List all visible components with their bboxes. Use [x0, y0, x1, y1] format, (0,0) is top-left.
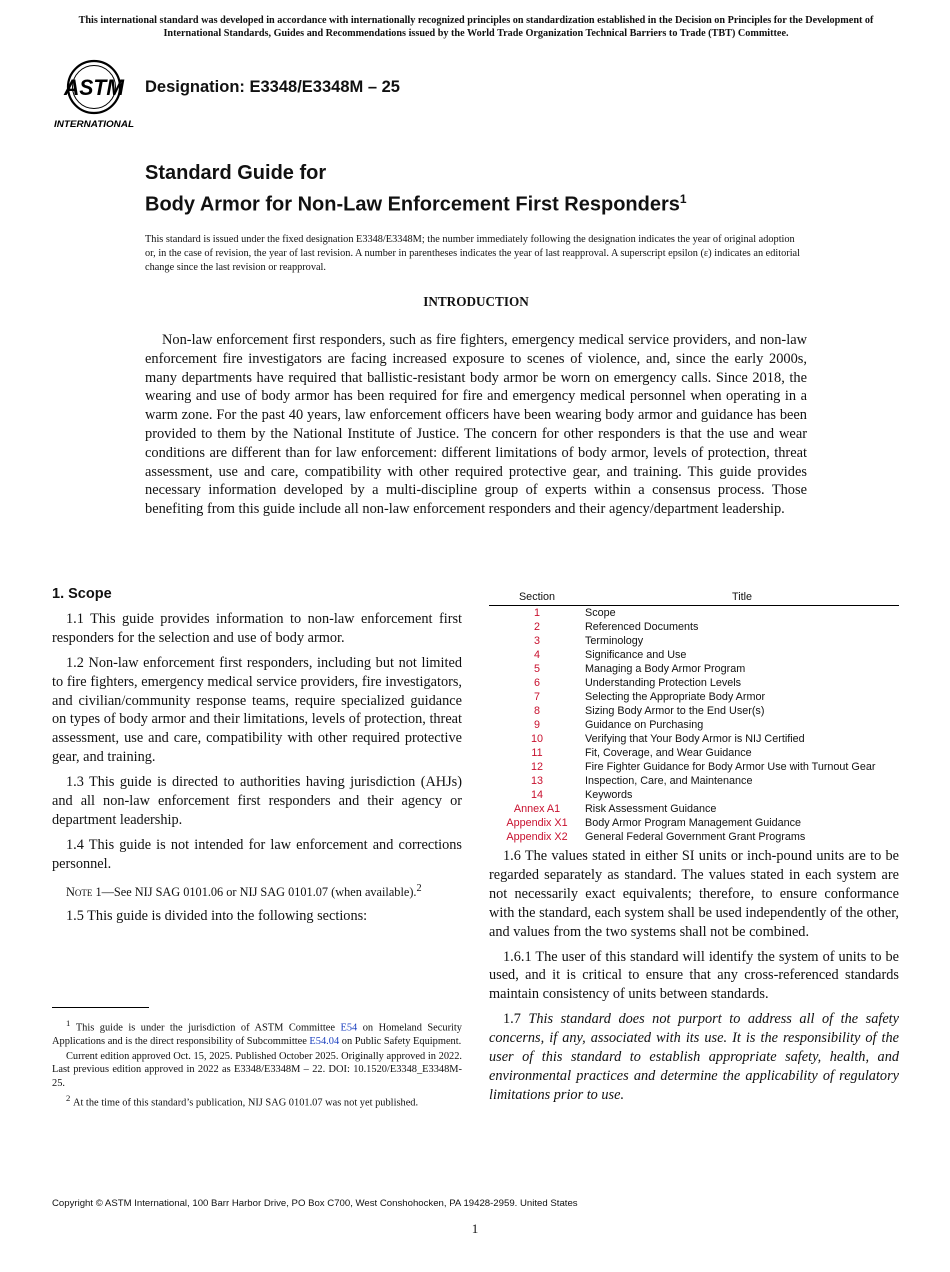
title-line-2-text: Body Armor for Non-Law Enforcement First Responders: [145, 193, 680, 216]
section-title: Fit, Coverage, and Wear Guidance: [585, 747, 752, 759]
paragraph-1-5: 1.5 This guide is divided into the following sections:: [66, 907, 368, 924]
footnote-1-text-b: on Homeland Security Applications and is the direct responsibility of Subcommittee: [52, 1022, 463, 1047]
paragraph-1-1: 1.1 This guide provides information to non-law enforcement first responders for the selection and use of body armor.: [52, 610, 462, 646]
paragraph-1-6: 1.6 The values stated in either SI units or inch-pound units are to be regarded separately as standard. The values stated in each system are not necessarily exact equivalents; therefore, to ensure conformance with the standard, each system shall be used independently of the other, and values from the two systems shall not be combined.: [489, 848, 899, 940]
paragraph-1-7-number: 1.7: [503, 1011, 521, 1028]
section-title: General Federal Government Grant Programs: [585, 831, 806, 843]
paragraph-1-4: 1.4 This guide is not intended for law enforcement and corrections personnel.: [52, 836, 462, 872]
footnote-1-mark: 1: [66, 1018, 71, 1028]
section-row: [489, 816, 899, 830]
section-link[interactable]: 8: [533, 705, 540, 717]
section-link[interactable]: 2: [533, 621, 540, 633]
designation: Designation: E3348/E3348M – 25: [145, 78, 400, 96]
section-link[interactable]: Annex A1: [513, 803, 561, 815]
title-line-2: [145, 186, 687, 218]
section-row: [489, 676, 899, 690]
section-row: [489, 830, 899, 844]
paragraph-1-2: 1.2 Non-law enforcement first responders, including but not limited to fire fighters, emergency medical service providers, fire investigators, and civilian/community response teams, require specialized guidance on types of body armor and their limitations, levels of protection, threat assessment, use and care, compatibility with other required protective gear, and training.: [52, 654, 462, 766]
section-title: Risk Assessment Guidance: [585, 803, 717, 815]
introduction-heading: INTRODUCTION: [423, 294, 529, 309]
section-link[interactable]: 13: [530, 775, 543, 787]
introduction-body: Non-law enforcement first responders, such as fire fighters, emergency medical service providers, and non-law enforcement fire investigators are facing increased exposure to scenes of violence, and, since the early 2000s, many departments have required that ballistic-resistant body armor be worn on emergency calls. Since 2018, the wearing and use of body armor has been required for fire and emergency medical personnel when operating in a warm zone. For the past 40 years, law enforcement officers have been wearing body armor and guidance has been provided to them by the National Institute of Justice. The concern for other responders is that the use and wear conditions are different than for law enforcement: different limitations of body armor, levels of protection, threat assessment, use and care, compatibility with other required protective gear, and training. This guide provides necessary information developed by a multi-discipline group of experts within a consensus process. Those benefiting from this guide include all non-law enforcement responders and their agency/department leadership.: [145, 332, 807, 518]
note-1-label: Note 1: [66, 884, 102, 899]
astm-logo: [52, 58, 136, 132]
issuance-note: This standard is issued under the fixed designation E3348/E3348M; the number immediately following the designation indicates the year of original adoption or, in the case of revision, the year of last revision. A number in parentheses indicates the year of last reapproval. A superscript epsilon (ε) indicates an editorial change since the last revision or reapproval.: [145, 234, 800, 274]
section-row: [489, 760, 899, 774]
section-link[interactable]: 10: [530, 733, 543, 745]
section-link[interactable]: 5: [533, 663, 540, 675]
section-title: Inspection, Care, and Maintenance: [585, 775, 753, 787]
section-title: Guidance on Purchasing: [585, 719, 704, 731]
left-column: [52, 585, 462, 932]
section-link[interactable]: 1: [533, 607, 540, 619]
section-row: [489, 802, 899, 816]
footnote-divider: [52, 1007, 149, 1008]
title-footnote-ref: 1: [679, 192, 687, 206]
section-title: Understanding Protection Levels: [585, 677, 742, 689]
title-line-1: Standard Guide for: [145, 162, 327, 184]
section-row: [489, 606, 899, 621]
footnote-2: [52, 1092, 462, 1110]
section-row: [489, 648, 899, 662]
footnote-1: [52, 1017, 462, 1048]
logo-top-text: ASTM: [63, 75, 125, 100]
section-title: Referenced Documents: [585, 621, 699, 633]
committee-e54-link[interactable]: E54: [340, 1022, 358, 1034]
section-row: [489, 634, 899, 648]
section-title: Managing a Body Armor Program: [585, 663, 746, 675]
note-1-text: —See NIJ SAG 0101.06 or NIJ SAG 0101.07 (when available).: [101, 884, 417, 899]
scope-heading: 1. Scope: [52, 586, 112, 602]
section-link[interactable]: 9: [533, 719, 540, 731]
section-row: [489, 774, 899, 788]
section-row: [489, 746, 899, 760]
page-number: 1: [471, 1221, 479, 1236]
section-link[interactable]: 6: [533, 677, 540, 689]
copyright-line: Copyright © ASTM International, 100 Barr Harbor Drive, PO Box C700, West Conshohocken, PA 19428-2959. United States: [52, 1198, 578, 1209]
section-row: [489, 690, 899, 704]
paragraph-1-7: [489, 1010, 899, 1105]
logo-bottom-text: INTERNATIONAL: [54, 119, 135, 130]
section-link[interactable]: 12: [530, 761, 543, 773]
footnote-2-mark: 2: [66, 1092, 71, 1103]
astm-logo-icon: [52, 58, 136, 132]
sections-table-header: [489, 591, 899, 606]
sections-table: [489, 591, 899, 844]
section-row: [489, 718, 899, 732]
section-title: Sizing Body Armor to the End User(s): [585, 705, 765, 717]
section-row: [489, 662, 899, 676]
section-title: Fire Fighter Guidance for Body Armor Use with Turnout Gear: [585, 761, 876, 773]
paragraph-1-6-1: 1.6.1 The user of this standard will identify the system of units to be used, and it is critical to ensure that any cross-referenced standards maintain consistency of units between standards.: [489, 948, 899, 1003]
sections-table-body: [489, 606, 899, 845]
section-row: [489, 788, 899, 802]
section-link[interactable]: 11: [531, 747, 543, 759]
footnotes: [52, 1017, 462, 1112]
column-header-title: Title: [585, 591, 899, 606]
right-column: [489, 847, 899, 1111]
note-1: [52, 880, 462, 902]
section-link[interactable]: 7: [533, 691, 540, 703]
section-title: Body Armor Program Management Guidance: [585, 817, 802, 829]
subcommittee-e54-04-link[interactable]: E54.04: [309, 1035, 340, 1047]
section-title: Scope: [585, 607, 616, 619]
section-link[interactable]: Appendix X2: [506, 831, 568, 843]
section-title: Terminology: [585, 635, 644, 647]
section-link[interactable]: 4: [533, 649, 540, 661]
column-header-section: Section: [489, 591, 585, 606]
section-title: Significance and Use: [585, 649, 687, 661]
section-row: [489, 732, 899, 746]
edition-note: Current edition approved Oct. 15, 2025. Published October 2025. Originally approved in 2022. Last previous edition approved in 2022 as E3348/E3348M – 22. DOI: 10.1520/E3348_E3348M-25.: [52, 1051, 462, 1089]
section-row: [489, 620, 899, 634]
footnote-2-text: At the time of this standard’s publication, NIJ SAG 0101.07 was not yet published.: [72, 1097, 419, 1109]
section-title: Selecting the Appropriate Body Armor: [585, 691, 766, 703]
document-title: [145, 160, 687, 218]
section-title: Keywords: [585, 789, 633, 801]
footnote-1-text-c: on Public Safety Equipment.: [339, 1035, 462, 1047]
standardization-notice: This international standard was developed in accordance with internationally recognized principles on standardization established in the Decision on Principles for the Development of International Standards, Guides and Recommendations issued by the World Trade Organization Technical Barriers to Trade (TBT) Committee.: [78, 15, 874, 39]
paragraph-1-7-text: This standard does not purport to address all of the safety concerns, if any, associated with its use. It is the responsibility of the user of this standard to establish appropriate safety, health, and environmental practices and determine the applicability of regulatory limitations prior to use.: [489, 1011, 899, 1103]
footnote-1-text-a: This guide is under the jurisdiction of ASTM Committee: [75, 1022, 341, 1034]
section-row: [489, 704, 899, 718]
paragraph-1-3: 1.3 This guide is directed to authorities having jurisdiction (AHJs) and all non-law enforcement first responders and their agency or department leadership.: [52, 774, 462, 828]
section-link[interactable]: 3: [533, 635, 540, 647]
section-title: Verifying that Your Body Armor is NIJ Certified: [585, 733, 805, 745]
section-link[interactable]: 14: [530, 789, 543, 801]
section-link[interactable]: Appendix X1: [506, 817, 568, 829]
note-1-footnote-ref: 2: [416, 882, 422, 894]
